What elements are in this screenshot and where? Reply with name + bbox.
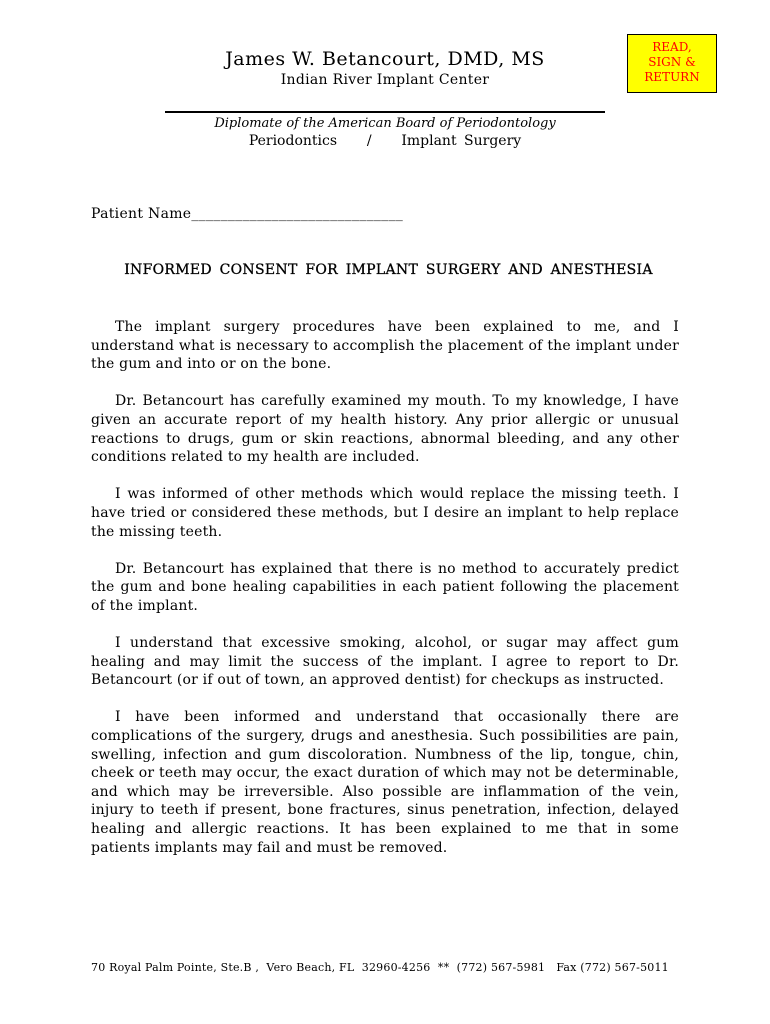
consent-paragraph: Dr. Betancourt has carefully examined my mouth. To my knowledge, I have given an accurate report of my health history. Any prior allergic or unusual reactions to drugs, gum or skin reactions, abnormal bleeding, and any other conditions related to my health are included.	[91, 393, 679, 466]
letterhead-divider	[165, 111, 605, 113]
practice-name: Indian River Implant Center	[280, 72, 490, 88]
consent-paragraph: I understand that excessive smoking, alcohol, or sugar may affect gum healing and may limit the success of the implant. I agree to report to Dr. Betancourt (or if out of town, an approved dentist) for checkups as instructed.	[91, 635, 679, 689]
consent-body	[91, 318, 679, 876]
consent-paragraph: The implant surgery procedures have been explained to me, and I understand what is necessary to accomplish the placement of the implant under the gum and into or on the bone.	[91, 319, 679, 373]
read-sign-return-badge: READ, SIGN & RETURN	[627, 34, 717, 93]
consent-paragraph: Dr. Betancourt has explained that there is no method to accurately predict the gum and bone healing capabilities in each patient following the placement of the implant.	[91, 560, 679, 614]
document-title: INFORMED CONSENT FOR IMPLANT SURGERY AND ANESTHESIA	[124, 262, 653, 278]
consent-paragraph: I was informed of other methods which would replace the missing teeth. I have tried or considered these methods, but I desire an implant to help replace the missing teeth.	[91, 486, 679, 540]
diplomate-line: Diplomate of the American Board of Periodontology	[214, 116, 556, 131]
footer-address: 70 Royal Palm Pointe, Ste.B , Vero Beach, FL 32960-4256 ** (772) 567-5981 Fax (772) 567-5011	[91, 961, 669, 974]
patient-name-field[interactable]: Patient Name_____________________________	[91, 206, 404, 222]
doctor-name: James W. Betancourt, DMD, MS	[225, 48, 545, 70]
specialties-line: Periodontics / Implant Surgery	[248, 133, 522, 149]
consent-paragraph: I have been informed and understand that occasionally there are complications of the surgery, drugs and anesthesia. Such possibilities are pain, swelling, infection and gum discoloration. Numbness of the lip, tongue, chin, cheek or teeth may occur, the exact duration of which may not be determinable, and which may be irreversible. Also possible are inflammation of the vein, injury to teeth if present, bone fractures, sinus penetration, infection, delayed healing and allergic reactions. It has been explained to me that in some patients implants may fail and must be removed.	[91, 709, 679, 856]
